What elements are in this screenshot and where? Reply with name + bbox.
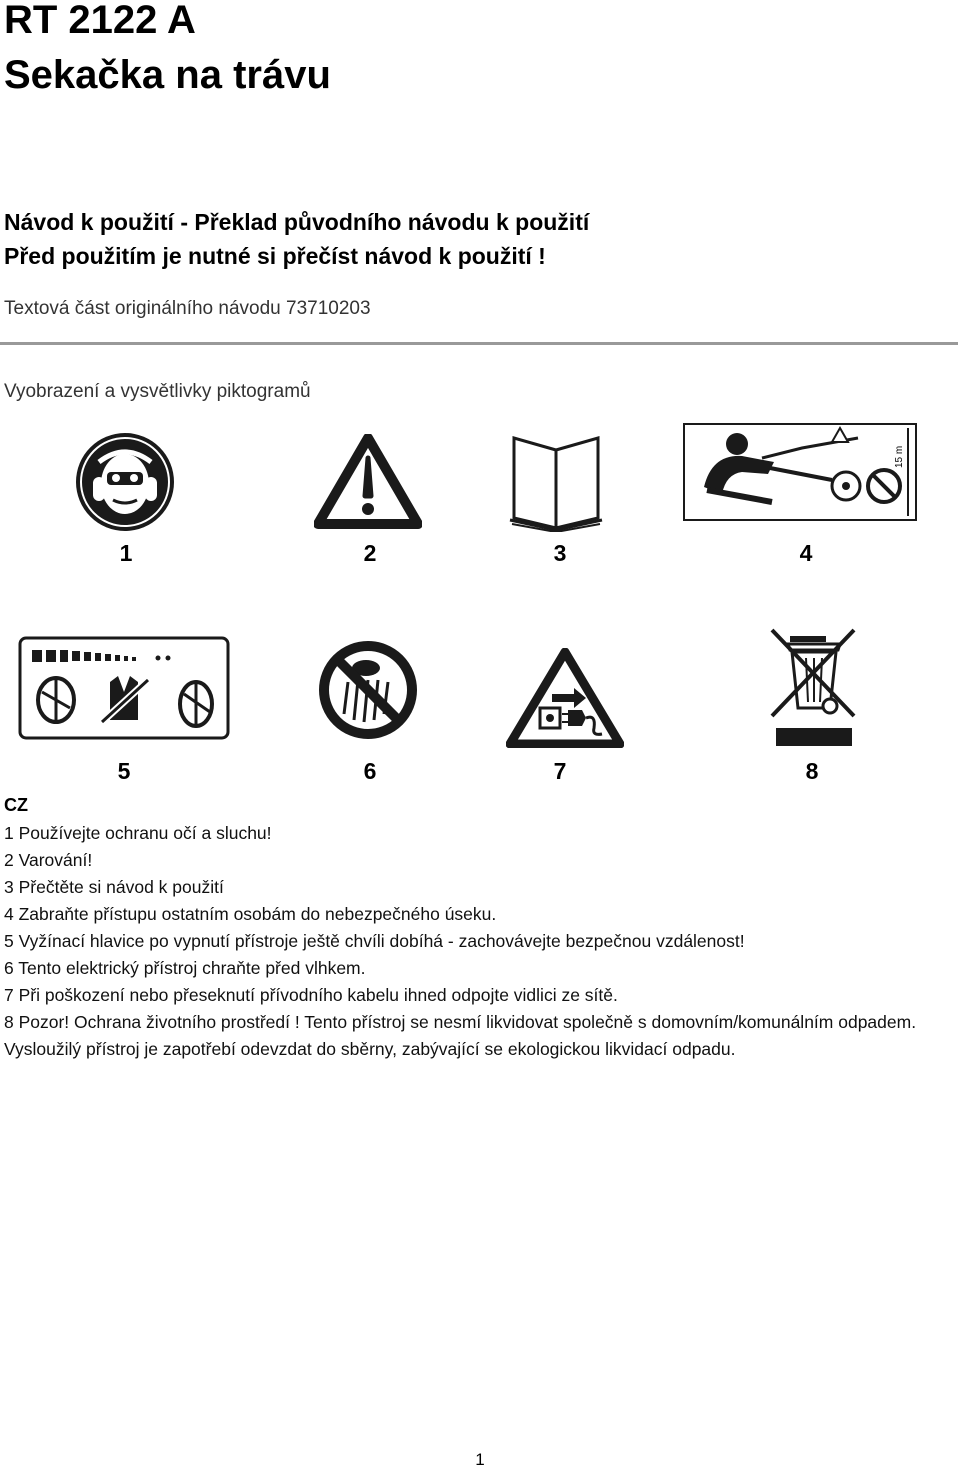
crossed-bin-icon: [768, 626, 860, 750]
pictogram-number: 5: [117, 758, 131, 784]
legend-item: 1 Používejte ochranu očí a sluchu!: [4, 823, 272, 843]
document-title-model: RT 2122 A: [4, 0, 196, 42]
pictogram-legend: [4, 820, 960, 1063]
pictograms-section-title: Vyobrazení a vysvětlivky piktogramů: [4, 381, 311, 402]
document-title-product: Sekačka na trávu: [4, 53, 331, 97]
pictogram-number: 2: [363, 540, 377, 566]
legend-item: 2 Varování!: [4, 850, 93, 870]
distance-label: 15 m: [894, 445, 905, 468]
language-code: CZ: [4, 795, 28, 815]
pictogram-number: 6: [363, 758, 377, 784]
legend-item: 7 Při poškození nebo přeseknutí přívodního kabelu ihned odpojte vidlici ze sítě.: [4, 985, 618, 1005]
page-number: 1: [475, 1450, 485, 1469]
horizontal-divider: [0, 342, 958, 345]
rotating-head-icon: [18, 636, 230, 740]
pictogram-number: 4: [799, 540, 813, 566]
pictogram-number: 1: [119, 540, 133, 566]
pictogram-number: 7: [553, 758, 567, 784]
unplug-cable-icon: [506, 648, 624, 748]
legend-item: 6 Tento elektrický přístroj chraňte před vlhkem.: [4, 958, 366, 978]
no-rain-icon: [318, 640, 418, 740]
open-book-icon: [508, 432, 604, 532]
keep-distance-icon: [682, 422, 918, 522]
legend-item: 3 Přečtěte si návod k použití: [4, 877, 224, 897]
legend-item: 4 Zabraňte přístupu ostatním osobám do nebezpečného úseku.: [4, 904, 497, 924]
original-manual-note: Textová část originálního návodu 73710203: [4, 298, 371, 319]
eye-ear-protection-icon: [75, 432, 175, 532]
legend-item: 5 Vyžínací hlavice po vypnutí přístroje ještě chvíli dobíhá - zachovávejte bezpečnou vzdálenost!: [4, 931, 745, 951]
manual-subtitle: Návod k použití - Překlad původního návodu k použití: [4, 209, 590, 235]
legend-item: 8 Pozor! Ochrana životního prostředí ! Tento přístroj se nesmí likvidovat společně s domovním/komunálním odpadem. Vysloužilý přístroj je zapotřebí odevzdat do sběrny, zabývající se ekologickou likvidací odpadu.: [4, 1012, 917, 1059]
pictogram-number: 8: [805, 758, 819, 784]
pictogram-number: 3: [553, 540, 567, 566]
warning-triangle-icon: [314, 434, 422, 529]
read-manual-warning: Před použitím je nutné si přečíst návod k použití !: [4, 243, 546, 269]
